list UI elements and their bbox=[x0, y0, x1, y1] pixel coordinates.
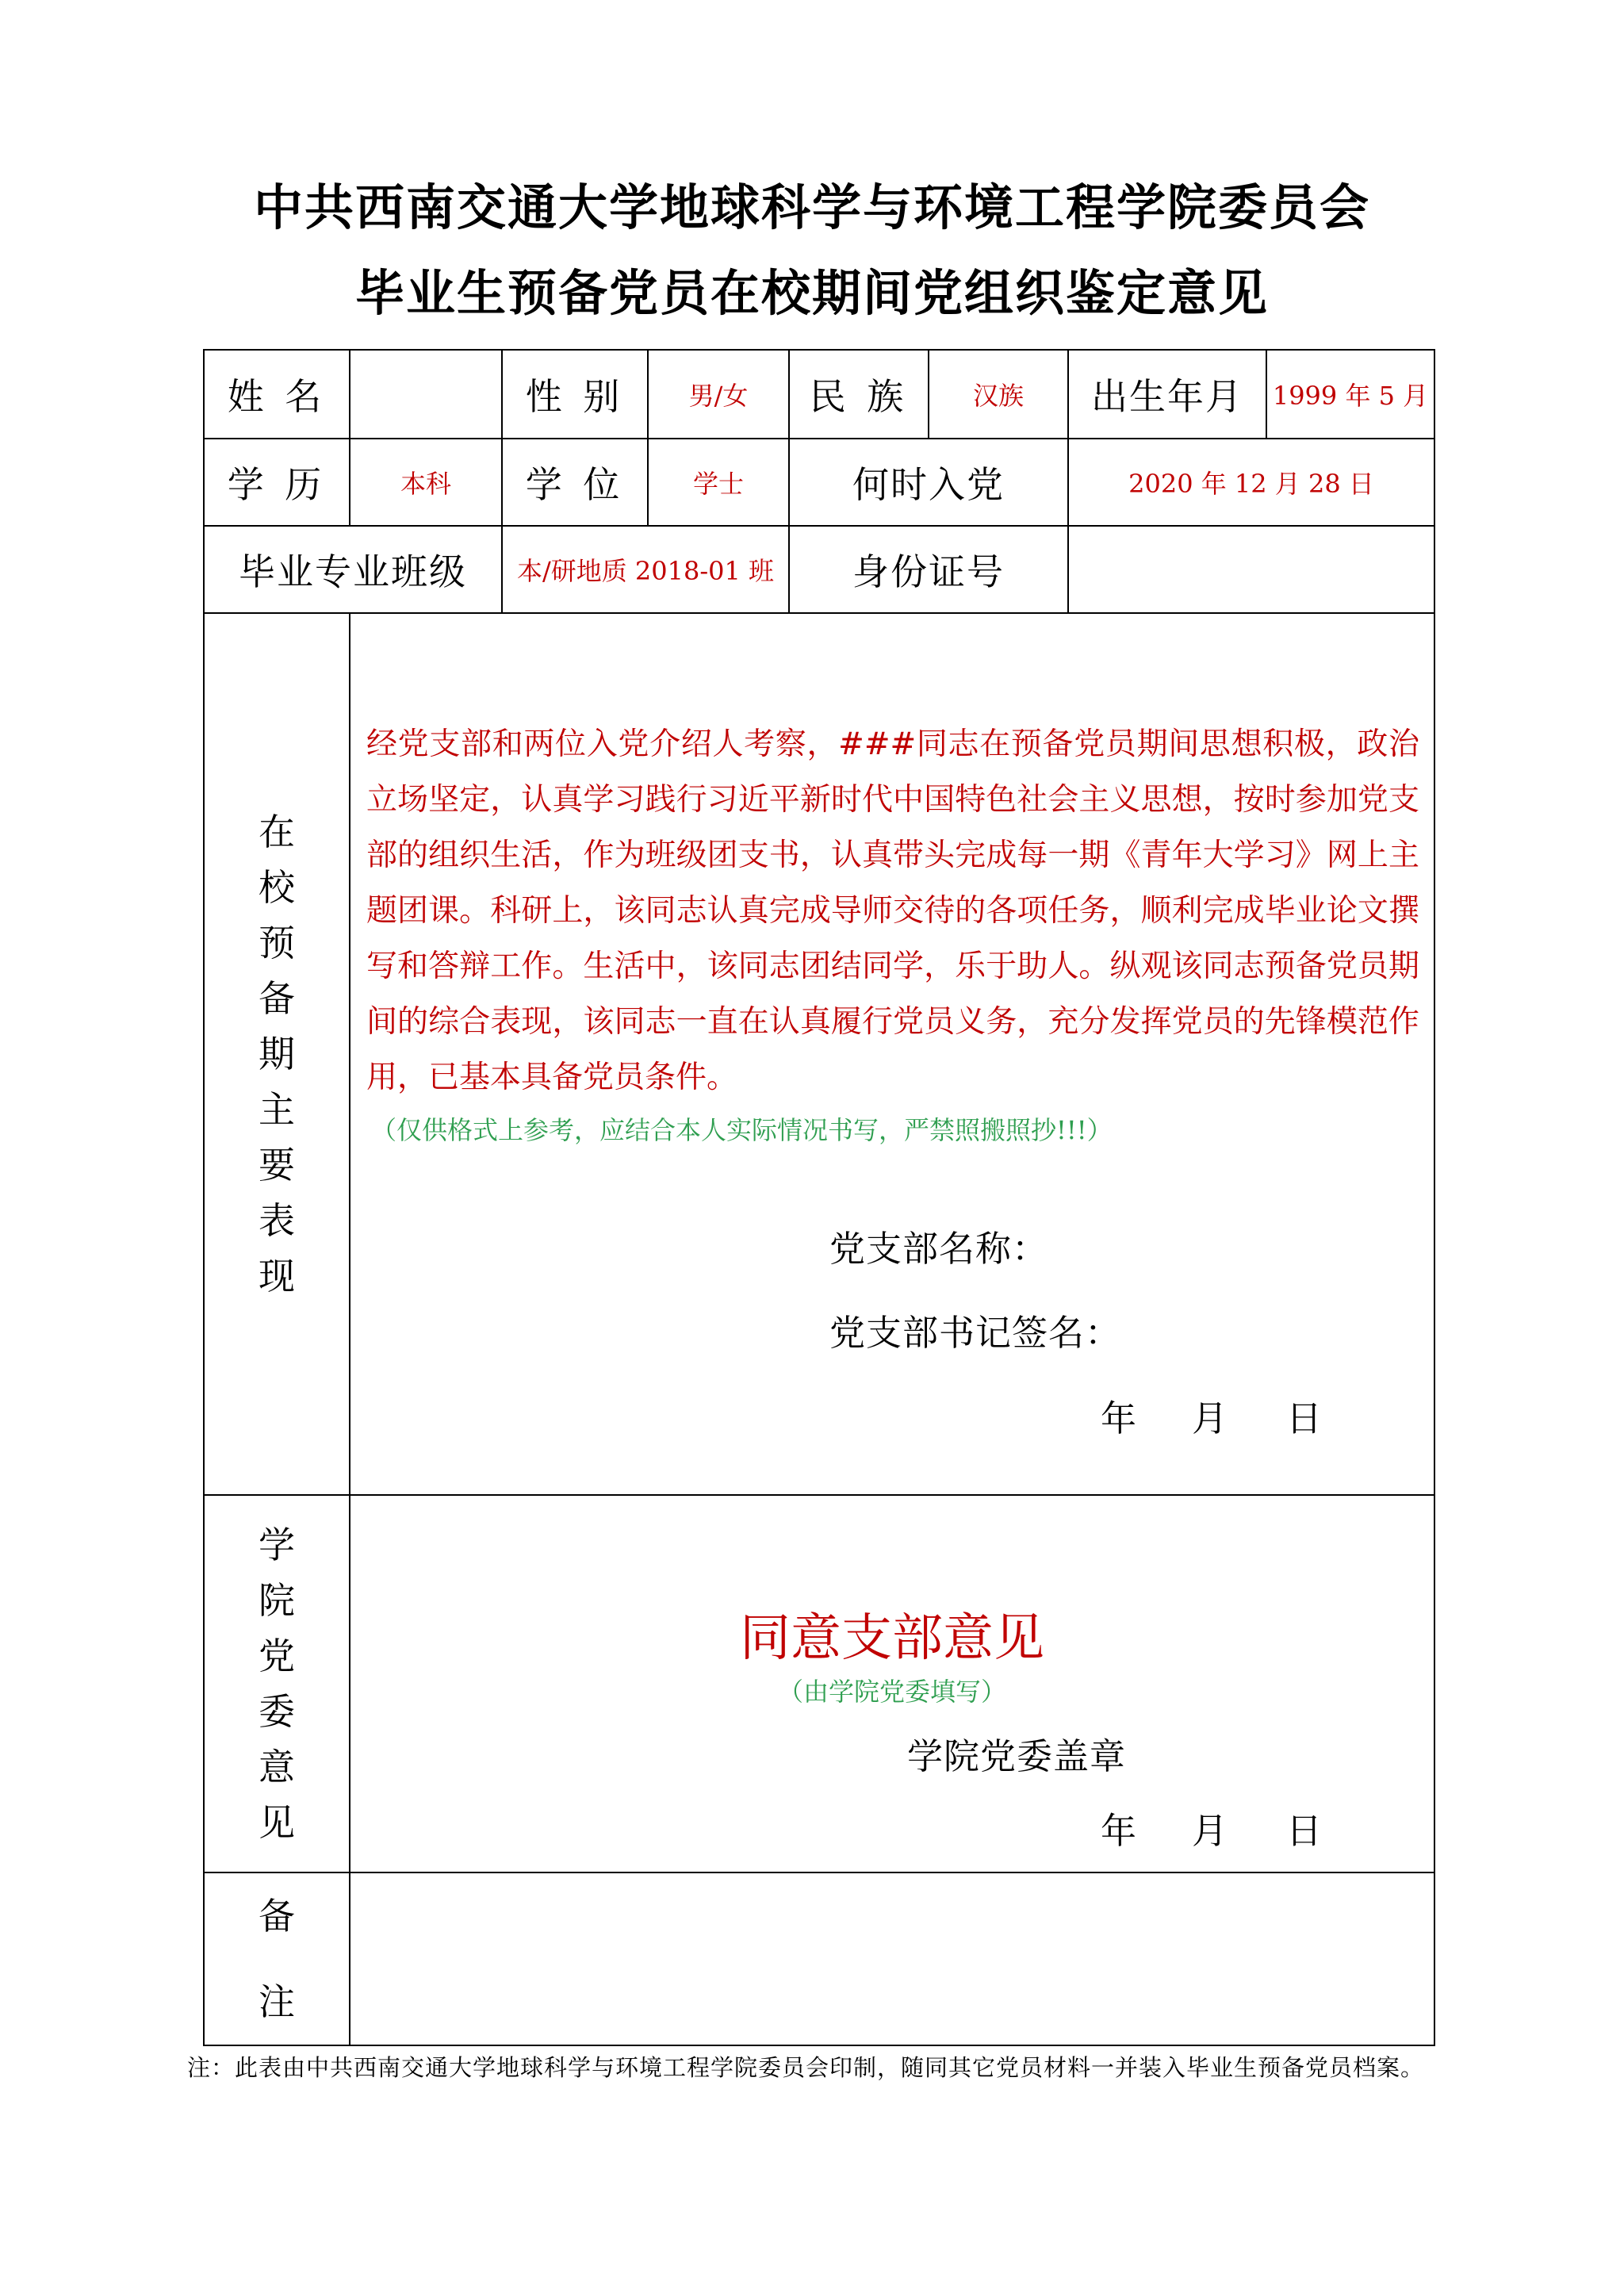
committee-fill-note: （由学院党委填写） bbox=[777, 1677, 1006, 1707]
footer-note: 注：此表由中共西南交通大学地球科学与环境工程学院委员会印制，随同其它党员材料一并装入毕业生预备党员档案。 bbox=[187, 2054, 1425, 2081]
performance-content[interactable] bbox=[350, 613, 1434, 1495]
join-party-label: 何时入党 bbox=[789, 439, 1068, 526]
performance-date: 年 月 日 bbox=[1101, 1397, 1323, 1439]
appraisal-form-table bbox=[203, 349, 1435, 2046]
gender-label: 性 别 bbox=[502, 350, 648, 439]
secretary-signature-label: 党支部书记签名： bbox=[829, 1312, 1122, 1354]
performance-text[interactable]: 经党支部和两位入党介绍人考察，###同志在预备党员期间思想积极，政治立场坚定，认真学习践行习近平新时代中国特色社会主义思想，按时参加党支部的组织生活，作为班级团支书，认真带头完成每一期《青年大学习》网上主题团课。科研上，该同志认真完成导师交待的各项任务，顺利完成毕业论文撰写和答辩工作。生活中，该同志团结同学，乐于助人。纵观该同志预备党员期间的综合表现，该同志一直在认真履行党员义务，充分发挥党员的先锋模范作用，已基本具备党员条件。 bbox=[366, 726, 1419, 1095]
document-title-line1: 中共西南交通大学地球科学与环境工程学院委员会 bbox=[253, 178, 1370, 236]
performance-label: 在 校 预 备 期 主 要 表 现 bbox=[204, 613, 350, 1495]
name-label: 姓 名 bbox=[204, 350, 350, 439]
degree-value[interactable]: 学士 bbox=[648, 439, 789, 526]
remarks-label: 备 注 bbox=[204, 1872, 350, 2045]
name-value[interactable] bbox=[350, 350, 502, 439]
id-number-value[interactable] bbox=[1068, 526, 1434, 613]
document-title-line2: 毕业生预备党员在校期间党组织鉴定意见 bbox=[354, 264, 1269, 322]
ethnicity-value[interactable]: 汉族 bbox=[929, 350, 1068, 439]
format-reference-note: （仅供格式上参考，应结合本人实际情况书写，严禁照搬照抄!!!） bbox=[371, 1115, 1113, 1145]
class-value[interactable]: 本/研地质 2018-01 班 bbox=[502, 526, 789, 613]
degree-label: 学 位 bbox=[502, 439, 648, 526]
committee-opinion-content[interactable] bbox=[350, 1495, 1434, 1872]
birth-value[interactable]: 1999 年 5 月 bbox=[1266, 350, 1434, 439]
birth-label: 出生年月 bbox=[1068, 350, 1266, 439]
gender-value[interactable]: 男/女 bbox=[648, 350, 789, 439]
committee-seal-label: 学院党委盖章 bbox=[907, 1735, 1127, 1777]
class-label: 毕业专业班级 bbox=[204, 526, 502, 613]
branch-name-label: 党支部名称： bbox=[829, 1228, 1049, 1270]
committee-opinion-label: 学 院 党 委 意 见 bbox=[204, 1495, 350, 1872]
committee-opinion-text[interactable]: 同意支部意见 bbox=[740, 1609, 1044, 1668]
ethnicity-label: 民 族 bbox=[789, 350, 929, 439]
education-value[interactable]: 本科 bbox=[350, 439, 502, 526]
committee-date: 年 月 日 bbox=[1101, 1810, 1323, 1852]
id-number-label: 身份证号 bbox=[789, 526, 1068, 613]
remarks-content[interactable] bbox=[350, 1872, 1434, 2045]
join-party-value[interactable]: 2020 年 12 月 28 日 bbox=[1068, 439, 1434, 526]
education-label: 学 历 bbox=[204, 439, 350, 526]
